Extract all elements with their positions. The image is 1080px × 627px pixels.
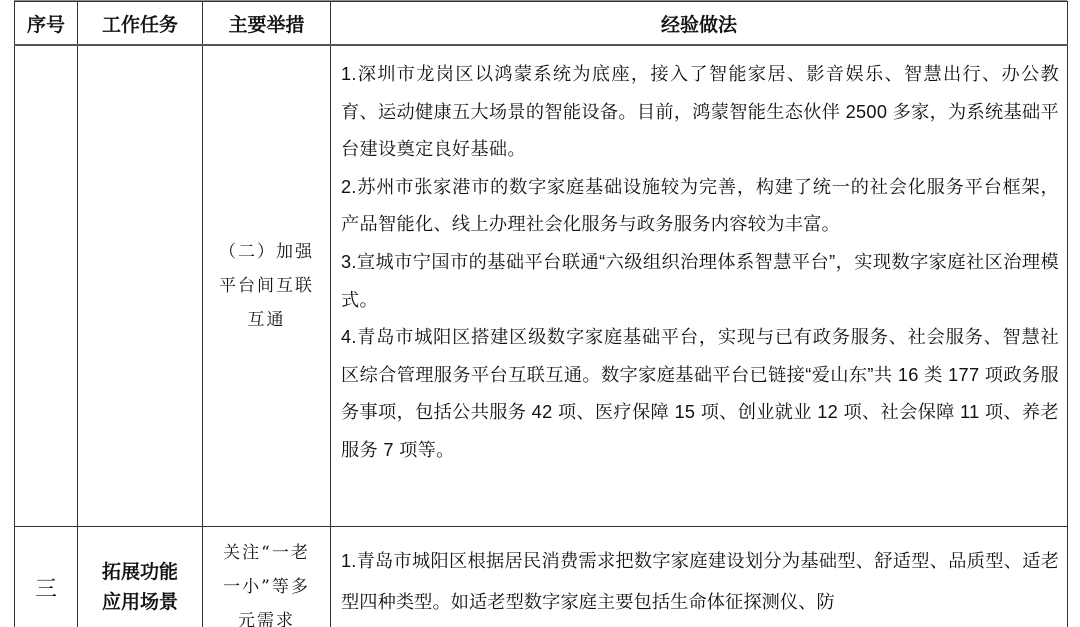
header-measure: 主要举措 — [203, 2, 331, 46]
task-line: 应用场景 — [101, 591, 178, 613]
experience-table — [14, 1, 1068, 627]
practice-item: 3.宣城市宁国市的基础平台联通“六级组织治理体系智慧平台”，实现数字家庭社区治理模式。 — [341, 251, 1059, 310]
measure-line: 关注“一老 — [223, 543, 310, 563]
practice-item: 1.深圳市龙岗区以鸿蒙系统为底座，接入了智能家居、影音娱乐、智慧出行、办公教育、运动健康五大场景的智能设备。目前，鸿蒙智能生态伙伴 2500 多家，为系统基础平台建设奠定良好基础。 — [341, 64, 1059, 160]
measure-line: 元需求 — [238, 611, 295, 627]
cell-seq: 三 — [15, 527, 78, 627]
measure-line: 平台间互联 — [219, 276, 314, 296]
measure-line: （二）加强 — [219, 242, 314, 262]
cell-seq — [15, 45, 78, 527]
measure-line: 一小”等多 — [223, 577, 310, 597]
cell-practice — [331, 527, 1068, 627]
header-row — [15, 2, 1068, 46]
cell-measure — [203, 527, 331, 627]
task-line: 拓展功能 — [101, 561, 178, 583]
header-seq: 序号 — [15, 2, 78, 46]
table-row — [15, 45, 1068, 527]
cell-practice — [331, 45, 1068, 527]
cell-task — [78, 45, 203, 527]
cell-measure — [203, 45, 331, 527]
practice-item: 2.苏州市张家港市的数字家庭基础设施较为完善，构建了统一的社会化服务平台框架，产品智能化、线上办理社会化服务与政务服务内容较为丰富。 — [341, 176, 1059, 235]
header-practice: 经验做法 — [331, 2, 1068, 46]
header-task: 工作任务 — [78, 2, 203, 46]
table-row — [15, 527, 1068, 627]
practice-item: 1.青岛市城阳区根据居民消费需求把数字家庭建设划分为基础型、舒适型、品质型、适老型四种类型。如适老型数字家庭主要包括生命体征探测仪、防 — [341, 551, 1059, 612]
measure-line: 互通 — [247, 310, 286, 330]
practice-item: 4.青岛市城阳区搭建区级数字家庭基础平台，实现与已有政务服务、社会服务、智慧社区综合管理服务平台互联互通。数字家庭基础平台已链接“爱山东”共 16 类 177 项政务服务事项，包括公共服务 42 项、医疗保障 15 项、创业就业 12 项、社会保障 11 项、养老服务 7 项等。 — [341, 327, 1059, 460]
cell-task — [78, 527, 203, 627]
